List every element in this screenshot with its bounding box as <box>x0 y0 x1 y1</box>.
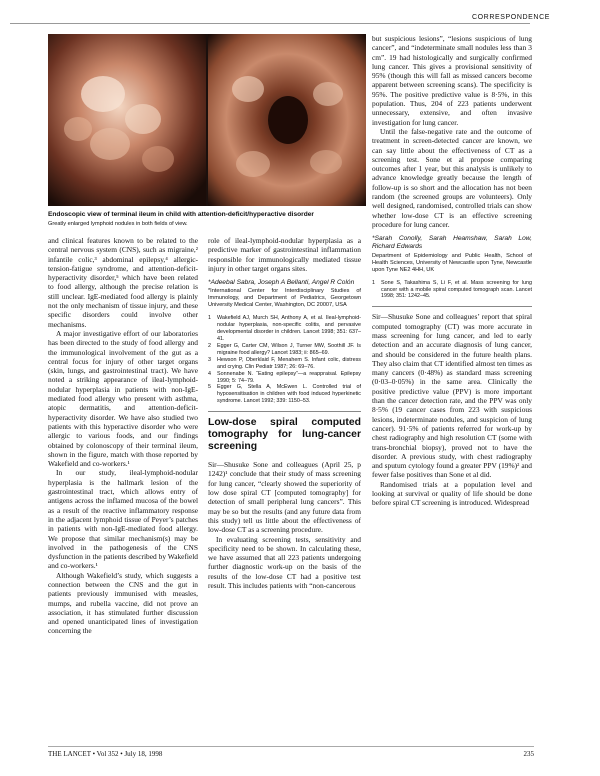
paragraph: A major investigative effort of our laboratories has been directed to the study of food allergy and the immunological involvement of the gut as a central focus for injury of other target organs (skin, lungs, and gastrointestinal tract). We have noted a striking appearance of ileal-lymphoid-nodular hyperplasia in patients with non-IgE-mediated food allergy who present with asthma, atopic dermatitis, and attention-deficit-hyperactivity disorder. We have also studied two patients with this hyperactive disorder who were allergic to various foods, and our findings obtained by colonoscopy of their terminal ileum, shown in the figure, match with those reported by Wakefield and co-workers.¹ <box>48 328 198 469</box>
paragraph: but suspicious lesions”, “lesions suspicious of lung cancer”, and “indeterminate small nodules less than 3 cm”. 19 had histologically and surgically confirmed lung cancer. This gives a provisional sensitivity of 95% (though this will fall as missed cancers become apparent between screening scans). The specificity is 95%. The positive predictive value is 8·5%, in this population. Thus, 204 of 223 patients underwent unnecessary, extensive, and often invasive investigation for lung cancer. <box>372 34 532 127</box>
section-header: CORRESPONDENCE <box>471 14 550 21</box>
reference-item: 2 Egger G, Carter CM, Wilson J, Turner MW, Soothill JF. Is migraine food allergy? Lancet 1983; ii: 865–69. <box>208 343 361 356</box>
paragraph: Until the false-negative rate and the outcome of treatment in screen-detected cancer are known, we can say little about the effectiveness of CT as a screening test. Sone et al propose comparing outcomes after 1 year, but this analysis is unlikely to advance knowledge greatly because the length of follow-up is so short and the allocation has not been random (the screened groups are volunteers). Only well designed, randomised, controlled trials can show whether low-dose CT is an effective screening procedure for lung cancer. <box>372 126 532 229</box>
paragraph: Although Wakefield’s study, which suggests a connection between the CNS and the gut in patients previously immunised with measles, mumps, and rubella vaccine, did not prove an association, it has stimulated further discussion and opened unanticipated lines of investigation concerning the <box>48 570 198 636</box>
paragraph: and clinical features known to be related to the central nervous system (CNS), such as migraine,² infantile colic,³ abdominal epilepsy,⁴ allergic-tension-fatigue syndrome, and attention-deficit-hyperactivity disorder,⁵ which have been related to food allergy, although the precise relation is still unclear. IgE-mediated food allergy is plainly not the only mechanism of tissue injury, and these specific disorders could involve other mechanisms. <box>48 236 198 329</box>
column-2 <box>208 236 361 590</box>
reference-list <box>372 280 532 301</box>
author-signature: *Sarah Conolly, Sarah Heamshaw, Sarah Low, Richard Edwards <box>372 235 532 251</box>
footer-rule <box>48 746 534 747</box>
paragraph: Randomised trials at a population level and looking at survival or quality of life should be done before spiral CT screening is introduced. Widespread <box>372 479 532 508</box>
column-1 <box>48 236 198 636</box>
author-affiliation: Department of Epidemiology and Public Health, School of Health Sciences, University of Newcastle upon Tyne, Newcastle upon Tyne NE2 4HH, UK <box>372 252 532 273</box>
figure-caption-subtitle: Greatly enlarged lymphoid nodules in both fields of view. <box>48 221 188 227</box>
section-divider <box>372 306 532 307</box>
endoscopy-image-right <box>208 34 366 206</box>
endoscopy-figure <box>48 34 366 206</box>
author-signature: *Adeebal Sabra, Joseph A Bellanti, Angel R Colón <box>208 279 355 287</box>
figure-caption-title: Endoscopic view of terminal ileum in child with attention-deficit/hyperactive disorder <box>48 211 314 218</box>
figure-caption <box>48 211 366 228</box>
paragraph: Sir—Shusuke Sone and colleagues (April 25, p 1242)¹ conclude that their study of mass screening for lung cancer, “clearly showed the superiority of low dose spiral CT [computed tomography] for detection of small peripheral lung cancers”. This may be so but the results (and any future data from this study) tell us little about the effectiveness of low-dose CT as a screening procedure. <box>208 460 361 535</box>
section-divider <box>208 411 361 412</box>
page-number: 235 <box>523 750 534 758</box>
paragraph: role of ileal-lymphoid-nodular hyperplasia as a predictive marker of gastrointestinal inflammation responsible for immunologically mediated tissue injury in other target organs sites. <box>208 236 361 273</box>
paragraph: Sir—Shusuke Sone and colleagues’ report that spiral computed tomography (CT) was more accurate in mass screening for lung cancer, and led to early detection and an accurate diagnosis of lung cancer, and should be considered in the future health plans. They also claim that CT identified almost ten times as many cancers (0·48%) as standard mass screening (0·03–0·05%) in the same area. Clinically the positive predictive value (PPV) is more important than the cancer detection rate, and the PPV was only 8·5% (19 cancer cases from 223 with suspicious lesions, indeterminate nodules, and suspicion of lung cancer). 91·5% of patients referred for work-up by chest radiography and high resolution CT (some with trans-bronchial biopsy), proved not to have the disorder. A previous study, with chest radiography and sputum cytology found a greater PPV (19%)² and fewer false positives than Sone et al did. <box>372 312 532 480</box>
reference-list <box>208 315 361 405</box>
reference-item: 4 Sonnenabe N. “Eating epilepsy”—a reappraisal. Epilepsy 1990; 5: 74–79. <box>208 370 361 384</box>
article-heading: Low-dose spiral computed tomography for lung-cancer screening <box>208 417 361 453</box>
reference-item: 3 Hewson P, Oberklaid F, Menahem S. Infant colic, distress and crying. Clin Pediatr 1987; 26: 69–76. <box>208 356 361 370</box>
header-rule <box>10 23 530 24</box>
column-3 <box>372 34 532 508</box>
reference-item: 5 Egger G, Stella A, McEwen L. Controlled trial of hyposensitisation in children with food induced hyperkinetic syndrome. Lancet 1992; 339: 1150–53. <box>208 384 361 405</box>
journal-citation: THE LANCET • Vol 352 • July 18, 1998 <box>48 750 163 758</box>
endoscopy-image-left <box>48 34 206 206</box>
author-affiliation: *International Center for Interdisciplinary Studies of Immunology, and Department of Pediatrics, Georgetown University Medical Center, Washington, DC 20007, USA <box>208 288 361 309</box>
paragraph: In evaluating screening tests, sensitivity and specificity need to be shown. In calculating these, we have assumed that all 223 patients undergoing further diagnostic work-up on the basis of the results of the low-dose CT had a positive test result. This includes patients with “non-cancerous <box>208 534 361 591</box>
paragraph: In our study, ileal-lymphoid-nodular hyperplasia is the hallmark lesion of the gastrointestinal tract, which allows entry of antigens across the inflamed mucosa of the bowel as a result of the reactive inflammatory response in the adjacent lymphoid tissue of Peyer’s patches in patients with non-IgE-mediated food allergy. We propose that similar mechanism(s) may be involved in the pathogenesis of the CNS dysfunction in the patients described by Wakefield and co-workers.¹ <box>48 468 198 571</box>
reference-item: 1 Wakefield AJ, Murch SH, Anthony A, et al. Ileal-lymphoid-nodular hyperplasia, non-specific colitis, and pervasive developmental disorder in children. Lancet 1998; 351: 637–41. <box>208 315 361 343</box>
reference-item: 1 Sone S, Takashima S, Li F, et al. Mass screening for lung cancer with a mobile spiral computed tomograph scan. Lancet 1998; 351: 1242–45. <box>372 279 532 300</box>
